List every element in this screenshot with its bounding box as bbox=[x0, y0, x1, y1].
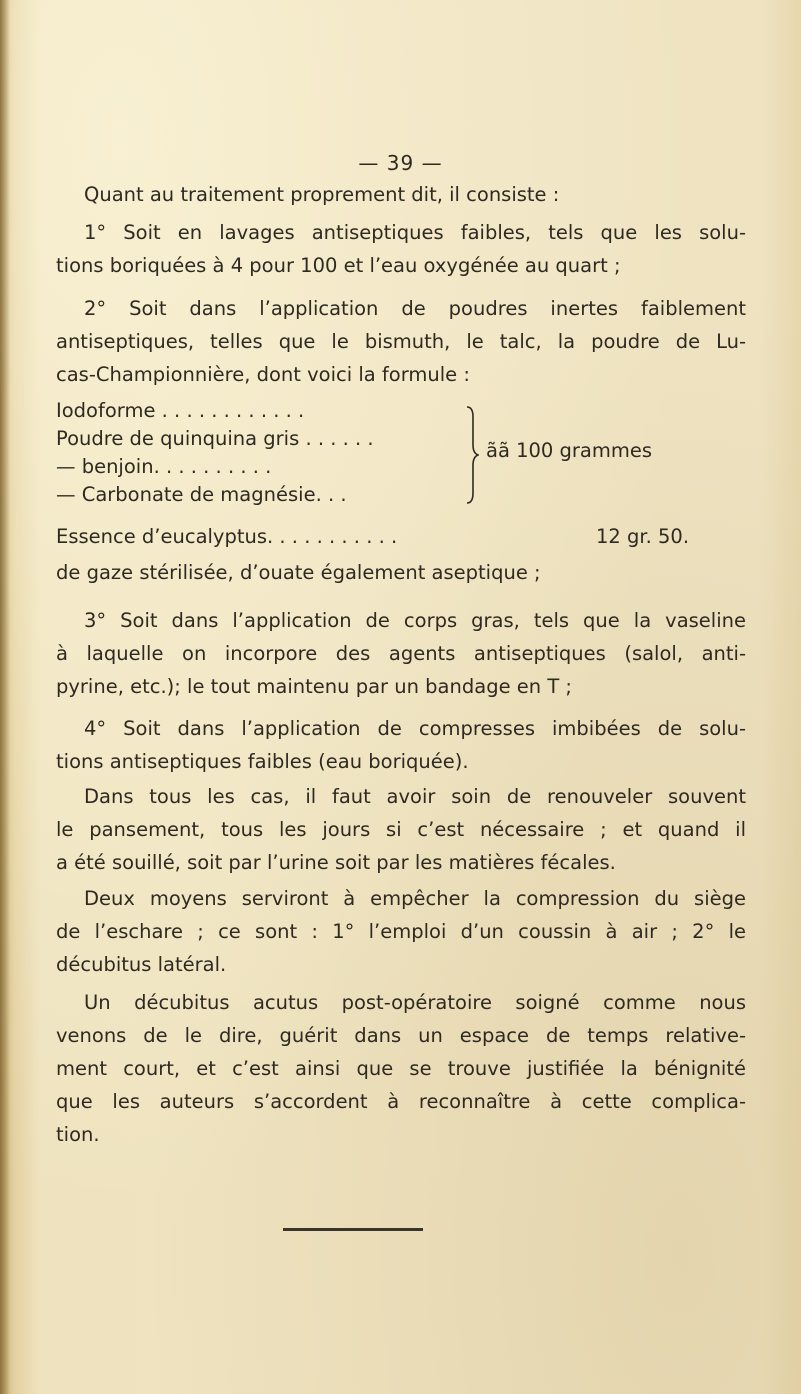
page-gutter-shadow bbox=[0, 0, 10, 1394]
moyens-line1: Deux moyens serviront à empêcher la compression du siège bbox=[84, 887, 746, 910]
formula-item-benjoin: — benjoin. . . . . . . . . . bbox=[56, 455, 272, 478]
end-rule bbox=[283, 1228, 423, 1231]
essence-quantity: 12 gr. 50. bbox=[596, 525, 690, 548]
pansement-line2: le pansement, tous les jours si c’est nécessaire ; et quand il bbox=[56, 818, 746, 841]
formula-item-iodoforme: Iodoforme . . . . . . . . . . . . bbox=[56, 399, 305, 422]
intro-line: Quant au traitement proprement dit, il consiste : bbox=[84, 183, 560, 206]
item1-line2: tions boriquées à 4 pour 100 et l’eau oxygénée au quart ; bbox=[56, 254, 621, 277]
decubitus-line1: Un décubitus acutus post-opératoire soigné comme nous bbox=[84, 991, 746, 1014]
formula-quantity: ãã 100 grammes bbox=[486, 439, 653, 462]
decubitus-line2: venons de le dire, guérit dans un espace de temps relative- bbox=[56, 1024, 746, 1047]
item2-line1: 2° Soit dans l’application de poudres inertes faiblement bbox=[84, 297, 746, 320]
moyens-line2: de l’eschare ; ce sont : 1° l’emploi d’un coussin à air ; 2° le bbox=[56, 920, 746, 943]
formula-item-carbonate: — Carbonate de magnésie. . . bbox=[56, 483, 347, 506]
item2-line2: antiseptiques, telles que le bismuth, le talc, la poudre de Lu- bbox=[56, 330, 746, 353]
formula-brace bbox=[465, 405, 479, 505]
decubitus-line3: ment court, et c’est ainsi que se trouve justifiée la bénignité bbox=[56, 1057, 746, 1080]
pansement-line3: a été souillé, soit par l’urine soit par les matières fécales. bbox=[56, 851, 616, 874]
pansement-line1: Dans tous les cas, il faut avoir soin de renouveler souvent bbox=[84, 785, 746, 808]
decubitus-line4: que les auteurs s’accordent à reconnaître à cette complica- bbox=[56, 1090, 746, 1113]
item4-line2: tions antiseptiques faibles (eau boriquée). bbox=[56, 750, 469, 773]
item3-line2: à laquelle on incorpore des agents antiseptiques (salol, anti- bbox=[56, 642, 746, 665]
formula-item-quinquina: Poudre de quinquina gris . . . . . . bbox=[56, 427, 374, 450]
moyens-line3: décubitus latéral. bbox=[56, 953, 227, 976]
item1-line1: 1° Soit en lavages antiseptiques faibles, tels que les solu- bbox=[84, 221, 746, 244]
formula-block bbox=[56, 397, 746, 509]
item2-line3: cas-Championnière, dont voici la formule : bbox=[56, 363, 470, 386]
formula-essence-line: Essence d’eucalyptus. . . . . . . . . . . 12 gr. 50. bbox=[56, 523, 746, 551]
after-formula-line: de gaze stérilisée, d’ouate également aseptique ; bbox=[56, 561, 541, 584]
decubitus-line5: tion. bbox=[56, 1123, 100, 1146]
page-number: — 39 — bbox=[358, 151, 443, 175]
item3-line1: 3° Soit dans l’application de corps gras, tels que la vaseline bbox=[84, 609, 746, 632]
item4-line1: 4° Soit dans l’application de compresses imbibées de solu- bbox=[84, 717, 746, 740]
item3-line3: pyrine, etc.); le tout maintenu par un bandage en T ; bbox=[56, 675, 572, 698]
